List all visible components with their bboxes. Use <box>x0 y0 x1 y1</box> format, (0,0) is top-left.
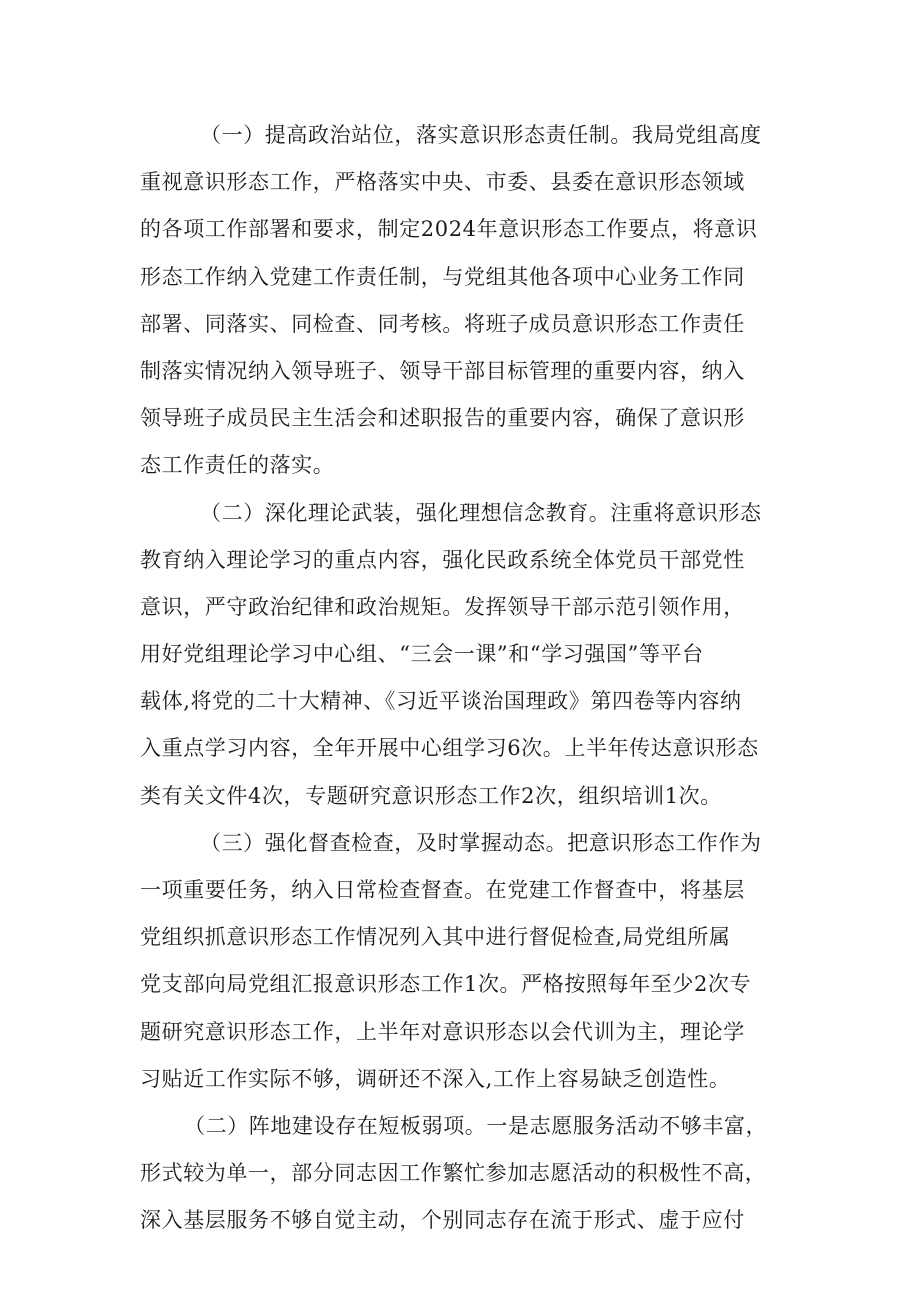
text-line: 领导班子成员民主生活会和述职报告的重要内容，确保了意识形 <box>140 406 745 431</box>
text-line: 载体,将党的二十大精神、《习近平谈治国理政》第四卷等内容纳 <box>140 689 742 714</box>
text-line: （二）阵地建设存在短板弱项。一是志愿服务活动不够丰富， <box>184 1113 768 1138</box>
text-line: 态工作责任的落实。 <box>140 453 335 478</box>
text-line: 入重点学习内容，全年开展中心组学习6次。上半年传达意识形态 <box>140 736 759 761</box>
paragraph-3 <box>140 820 800 1103</box>
text-line: （三）强化督查检查，及时掌握动态。把意识形态工作作为 <box>200 830 762 855</box>
paragraph-2 <box>140 490 800 820</box>
text-line: （一）提高政治站位，落实意识形态责任制。我局党组高度 <box>200 123 762 147</box>
text-line: 教育纳入理论学习的重点内容，强化民政系统全体党员干部党性 <box>140 547 745 572</box>
text-line: 的各项工作部署和要求，制定2024年意识形态工作要点，将意识 <box>140 217 758 242</box>
text-line: 深入基层服务不够自觉主动，个别同志存在流于形式、虚于应付 <box>140 1208 745 1233</box>
paragraph-4 <box>140 1103 800 1245</box>
text-line: 用好党组理论学习中心组、“三会一课”和“学习强国”等平台 <box>140 642 704 667</box>
text-line: 形式较为单一，部分同志因工作繁忙参加志愿活动的积极性不高， <box>140 1161 767 1186</box>
text-line: 形态工作纳入党建工作责任制，与党组其他各项中心业务工作同 <box>140 264 745 289</box>
text-line: 重视意识形态工作，严格落实中央、市委、县委在意识形态领域 <box>140 170 745 195</box>
text-line: 题研究意识形态工作，上半年对意识形态以会代训为主，理论学 <box>140 1019 745 1044</box>
document-body <box>140 112 800 1245</box>
paragraph-1 <box>140 112 800 490</box>
text-line: 类有关文件4次，专题研究意识形态工作2次，组织培训1次。 <box>140 783 722 808</box>
text-line: 部署、同落实、同检查、同考核。将班子成员意识形态工作责任 <box>140 311 745 336</box>
text-line: 党支部向局党组汇报意识形态工作1次。严格按照每年至少2次专 <box>140 972 752 997</box>
text-line: 习贴近工作实际不够，调研还不深入,工作上容易缺乏创造性。 <box>140 1066 731 1091</box>
text-line: （二）深化理论武装，强化理想信念教育。注重将意识形态 <box>200 500 762 525</box>
text-line: 制落实情况纳入领导班子、领导干部目标管理的重要内容，纳入 <box>140 358 745 383</box>
text-line: 一项重要任务，纳入日常检查督查。在党建工作督查中，将基层 <box>140 878 745 902</box>
text-line: 意识，严守政治纪律和政治规矩。发挥领导干部示范引领作用， <box>140 594 745 619</box>
text-line: 党组织抓意识形态工作情况列入其中进行督促检查,局党组所属 <box>140 925 731 950</box>
